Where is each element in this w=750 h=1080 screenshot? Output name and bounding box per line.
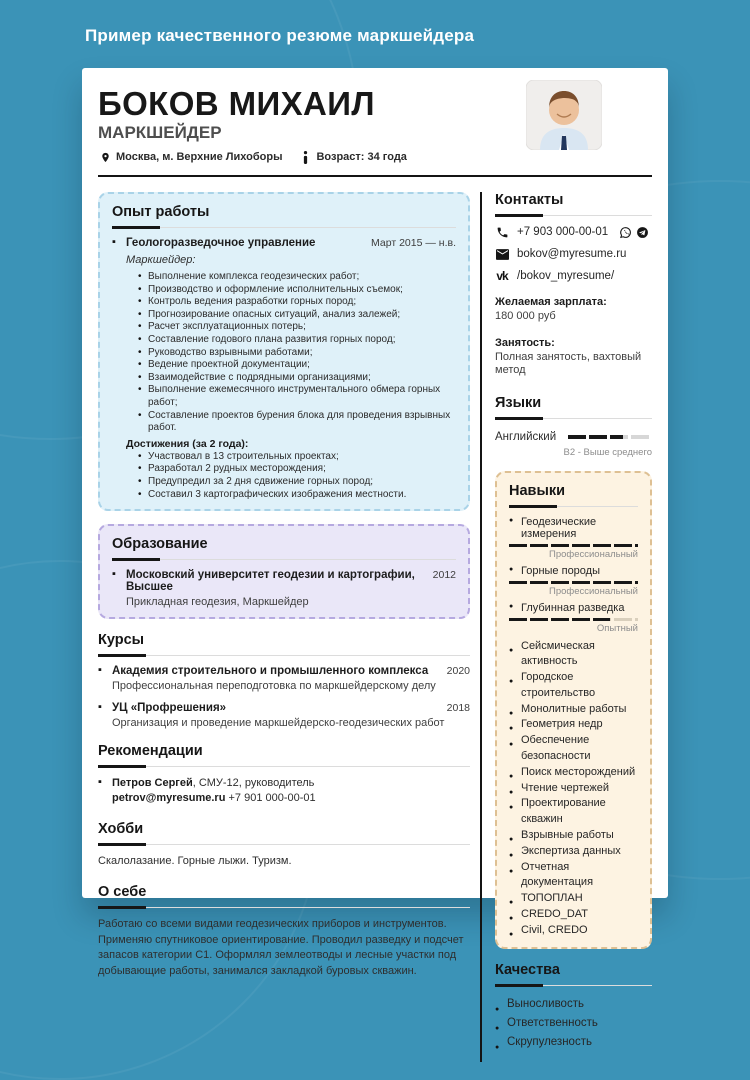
list-item: • Ведение проектной документации; <box>138 359 456 372</box>
recommender-contacts <box>112 791 470 806</box>
salary-value: 180 000 руб <box>495 310 556 322</box>
job-role: Маркшейдер: <box>126 254 196 266</box>
list-item: • Выполнение ежемесячного инструментального обмера горных работ; <box>138 384 456 409</box>
list-item: • Разработал 2 рудных месторождения; <box>138 463 456 476</box>
section-underline <box>495 985 652 986</box>
list-item: ● ТОПОПЛАН <box>509 891 638 907</box>
section-title-education: Образование <box>112 536 208 553</box>
skill-name: ● Геодезические измерения <box>509 516 638 540</box>
contacts-section <box>495 192 652 378</box>
section-title-languages: Языки <box>495 394 542 411</box>
skill-level: Опытный <box>596 622 638 634</box>
course-entry <box>98 702 470 730</box>
skill-name: ● Глубинная разведка <box>509 602 638 614</box>
recommendations-section <box>98 743 470 806</box>
education-details: Прикладная геодезия, Маркшейдер <box>126 596 309 609</box>
section-title-experience: Опыт работы <box>112 204 210 220</box>
employment-label: Занятость: <box>495 336 555 349</box>
recommender-name: Петров Сергей <box>112 777 193 790</box>
section-underline <box>509 506 638 507</box>
vk-icon[interactable]: vk <box>496 269 508 283</box>
qualities-list <box>495 995 652 1052</box>
resume-header <box>98 80 652 164</box>
location-pin-icon <box>98 150 112 164</box>
list-item: ● Взрывные работы <box>509 828 638 844</box>
about-section <box>98 884 470 979</box>
location-item <box>98 150 282 164</box>
list-item: • Прогнозирование опасных ситуаций, анализ залежей; <box>138 309 456 322</box>
header-meta <box>98 150 652 164</box>
skill-bar <box>509 618 638 621</box>
course-entry <box>98 665 470 693</box>
skill-rated-item <box>509 565 638 597</box>
location-text: Москва, м. Верхние Лихоборы <box>116 151 283 163</box>
phone-icon <box>495 225 509 239</box>
resume-card <box>82 68 668 1048</box>
list-item: • Выполнение комплекса геодезических работ; <box>138 271 456 284</box>
section-underline <box>98 907 470 908</box>
course-details: Профессиональная переподготовка по маркшейдерскому делу <box>112 680 436 693</box>
section-title-about: О себе <box>98 884 147 901</box>
skill-bar <box>509 581 638 584</box>
skill-rated-item <box>509 602 638 634</box>
section-underline <box>98 655 470 656</box>
section-underline <box>98 766 470 767</box>
vk-handle[interactable]: /bokov_myresume/ <box>517 270 615 282</box>
section-title-qualities: Качества <box>495 961 560 978</box>
section-title-hobbies: Хобби <box>98 821 144 838</box>
list-item: ● Ответственность <box>495 1014 652 1033</box>
course-details: Организация и проведение маркшейдерско-геодезических работ <box>112 717 445 730</box>
list-item: ● Отчетная документация <box>509 860 638 892</box>
list-item: ● Городское строительство <box>509 670 638 702</box>
recommender-phone: +7 901 000-00-01 <box>225 792 316 805</box>
list-item: • Расчет эксплуатационных потерь; <box>138 321 456 334</box>
courses-section <box>98 632 470 730</box>
candidate-name: БОКОВ МИХАИЛ <box>98 85 375 122</box>
section-title-recommendations: Рекомендации <box>98 743 203 760</box>
list-item: • Составил 3 картографических изображения местности. <box>138 489 456 502</box>
course-year: 2020 <box>446 665 470 678</box>
education-entry-head <box>112 569 456 593</box>
skill-rated-item <box>509 516 638 560</box>
section-title-courses: Курсы <box>98 632 145 649</box>
right-column <box>480 192 652 1062</box>
course-name: ▪ УЦ «Профрешения» <box>98 702 226 714</box>
list-item: ● Экспертиза данных <box>509 844 638 860</box>
section-underline <box>495 215 652 216</box>
employment-block <box>495 337 652 378</box>
recommender-line <box>98 776 470 791</box>
qualities-section <box>495 962 652 1052</box>
email-icon <box>495 247 509 261</box>
achievements-list <box>138 451 456 501</box>
list-item: • Производство и оформление исполнительных съемок; <box>138 284 456 297</box>
section-title-contacts: Контакты <box>495 192 564 208</box>
list-item: • Взаимодействие с подрядными организациями; <box>138 372 456 385</box>
experience-section <box>98 192 470 511</box>
messenger-icons <box>618 225 649 239</box>
list-item: • Руководство взрывными работами; <box>138 347 456 360</box>
age-item <box>298 150 406 164</box>
employment-value: Полная занятость, вахтовый метод <box>495 350 642 376</box>
skills-section <box>495 471 652 949</box>
language-level: B2 - Выше среднего <box>563 446 652 458</box>
course-name: ▪ Академия строительного и промышленного комплекса <box>98 665 428 677</box>
email-address[interactable]: bokov@myresume.ru <box>517 248 627 260</box>
school-name: ▪ Московский университет геодезии и картографии, Высшее <box>112 569 425 593</box>
hobbies-text: Скалолазание. Горные лыжи. Туризм. <box>98 855 292 868</box>
list-item: ● Поиск месторождений <box>509 765 638 781</box>
education-year: 2012 <box>432 569 456 582</box>
whatsapp-icon[interactable] <box>618 225 632 239</box>
list-item: ● Чтение чертежей <box>509 781 638 797</box>
list-item: • Составление годового плана развития горных пород; <box>138 334 456 347</box>
achievements-title: Достижения (за 2 года): <box>126 437 249 450</box>
language-bar <box>568 435 652 439</box>
skill-bar <box>509 544 638 547</box>
list-item: ● Проектирование скважин <box>509 796 638 828</box>
recommender-org: , СМУ-12, руководитель <box>192 777 315 790</box>
left-column <box>98 177 480 1062</box>
telegram-icon[interactable] <box>635 225 649 239</box>
list-item: • Предупредил за 2 дня сдвижение горных пород; <box>138 476 456 489</box>
section-underline <box>495 418 652 419</box>
company-name: ▪ Геологоразведочное управление <box>112 237 315 249</box>
about-text: Работаю со всеми видами геодезических приборов и инструментов. Применяю спутниковое ориентирование. Проводил разведку и подсчет запасов категории С1. Оформлял землеотводы и лесные участки под добывающие работы, занимался закладкой буровых скважин. <box>98 918 464 977</box>
skill-level: Профессиональный <box>549 585 638 597</box>
section-underline <box>112 559 456 560</box>
salary-block <box>495 296 652 324</box>
list-item: ● Civil, CREDO <box>509 923 638 939</box>
section-underline <box>98 844 470 845</box>
vk-row <box>495 269 652 283</box>
list-item: ● Сейсмическая активность <box>509 639 638 671</box>
phone-row <box>495 225 652 239</box>
list-item: • Контроль ведения разработки горных пород; <box>138 296 456 309</box>
work-period: Март 2015 — н.в. <box>371 237 456 249</box>
education-section <box>98 524 470 619</box>
hobbies-section <box>98 821 470 869</box>
list-item: ● Геометрия недр <box>509 717 638 733</box>
list-item: ● Скрупулезность <box>495 1033 652 1052</box>
section-title-skills: Навыки <box>509 482 566 499</box>
age-text: Возраст: 34 года <box>316 151 407 163</box>
list-item: ● Монолитные работы <box>509 702 638 718</box>
section-underline <box>112 227 456 228</box>
age-info-icon <box>298 150 312 164</box>
language-row <box>495 431 652 443</box>
list-item: ● Обеспечение безопасности <box>509 733 638 765</box>
list-item: ● CREDO_DAT <box>509 907 638 923</box>
language-name: Английский <box>495 430 557 443</box>
page-title: Пример качественного резюме маркшейдера <box>85 26 475 45</box>
skill-name: ● Горные породы <box>509 565 638 577</box>
duties-list <box>138 271 456 435</box>
course-year: 2018 <box>446 702 470 715</box>
candidate-photo <box>526 80 602 150</box>
email-row <box>495 247 652 261</box>
candidate-position: МАРКШЕЙДЕР <box>98 123 222 142</box>
languages-section <box>495 395 652 458</box>
list-item: • Составление проектов бурения блока для проведения взрывных работ. <box>138 410 456 435</box>
skills-list <box>509 639 638 939</box>
recommender-email[interactable]: petrov@myresume.ru <box>112 792 226 805</box>
resume-body <box>98 177 652 1062</box>
experience-entry-head <box>112 237 456 249</box>
list-item: ● Выносливость <box>495 995 652 1014</box>
salary-label: Желаемая зарплата: <box>495 296 607 308</box>
list-item: • Участвовал в 13 строительных проектах; <box>138 451 456 464</box>
skill-level: Профессиональный <box>549 548 638 560</box>
phone-number[interactable]: +7 903 000-00-01 <box>517 226 609 238</box>
